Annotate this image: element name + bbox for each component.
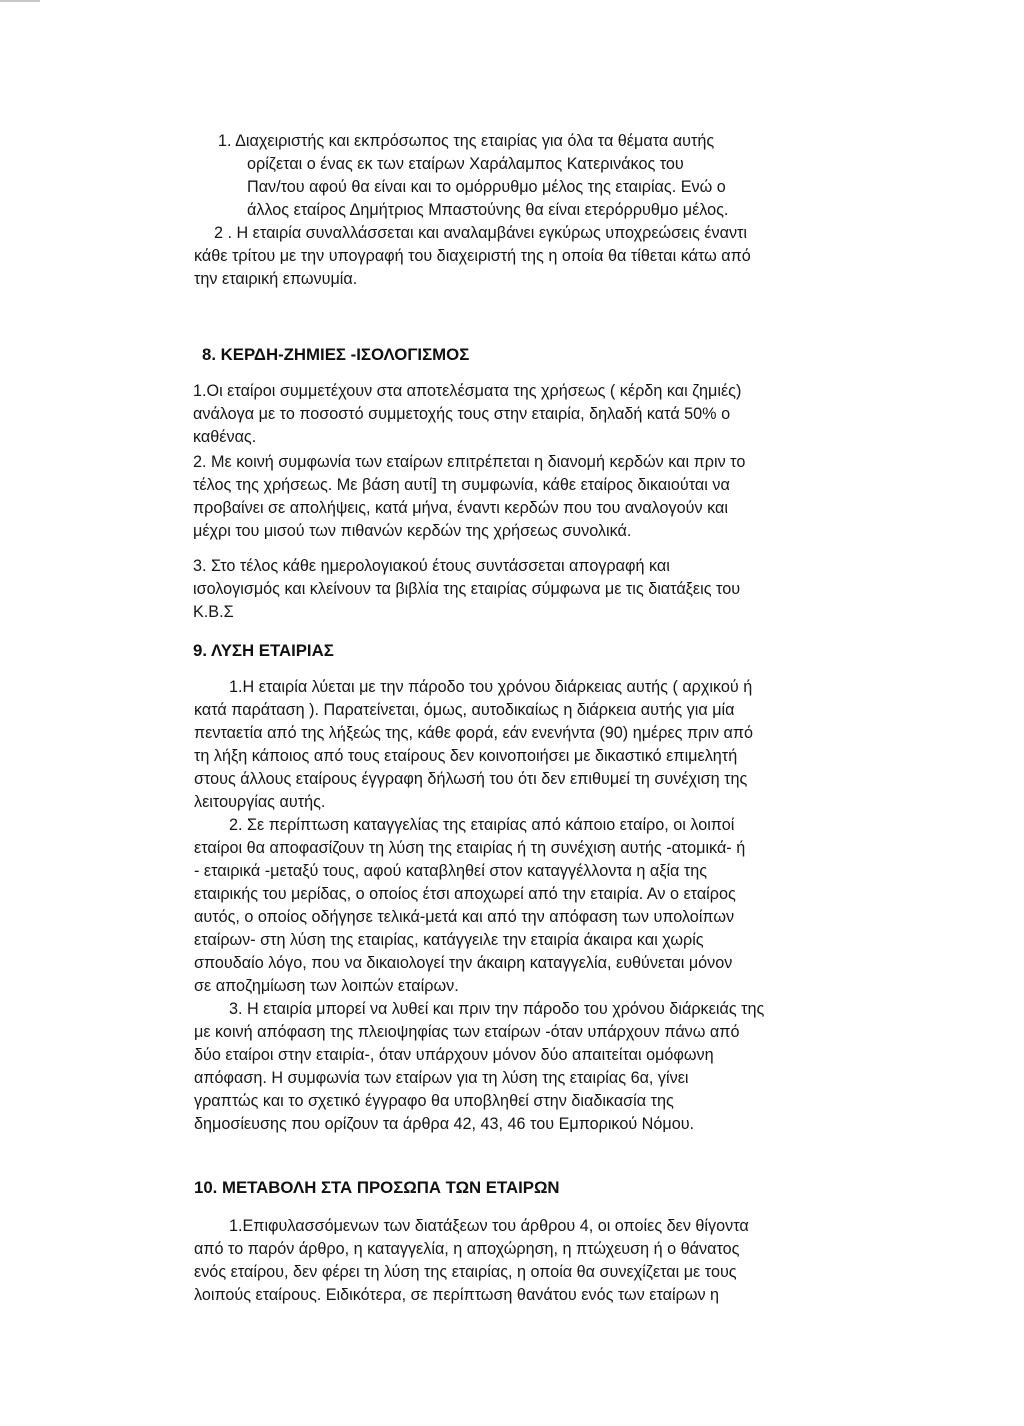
text-line: Κ.Β.Σ (193, 603, 234, 621)
text-line: 2. Σε περίπτωση καταγγελίας της εταιρίας από κάποιο εταίρο, οι λοιποί (229, 816, 735, 834)
text-line: 1.Οι εταίροι συμμετέχουν στα αποτελέσματα της χρήσεως ( κέρδη και ζημιές) (193, 382, 742, 400)
text-line: ορίζεται ο ένας εκ των εταίρων Χαράλαμπος Κατερινάκος του (247, 155, 684, 173)
text-line: δημοσίευσης που ορίζουν τα άρθρα 42, 43, 46 του Εμπορικού Νόμου. (194, 1115, 695, 1133)
text-line: 2. Με κοινή συμφωνία των εταίρων επιτρέπεται η διανομή κερδών και πριν το (193, 453, 746, 471)
text-line: απόφαση. Η συμφωνία των εταίρων για τη λύση της εταιρίας 6α, γίνει (194, 1069, 689, 1087)
text-line: δύο εταίροι στην εταιρία-, όταν υπάρχουν μόνον δύο απαιτείται ομόφωνη (194, 1046, 714, 1064)
text-line: - εταιρικά -μεταξύ τους, αφού καταβληθεί στον καταγγέλλοντα η αξία της (194, 862, 708, 880)
text-line: τέλος της χρήσεως. Με βάση αυτί] τη συμφωνία, κάθε εταίρος δικαιούται να (193, 476, 730, 494)
text-line: στους άλλους εταίρους έγγραφη δήλωσή του ότι δεν επιθυμεί τη συνέχιση της (194, 770, 748, 788)
text-line: αυτός, ο οποίος οδήγησε τελικά-μετά και από την απόφαση των υπολοίπων (194, 908, 735, 926)
text-line: κάθε τρίτου με την υπογραφή του διαχειριστή της η οποία θα τίθεται κάτω από (194, 247, 751, 265)
text-line: εταιρικής του μερίδας, ο οποίος έτσι αποχωρεί από την εταιρία. Αν ο εταίρος (194, 885, 736, 903)
section-heading-10: 10. ΜΕΤΑΒΟΛΗ ΣΤΑ ΠΡΟΣΩΠΑ ΤΩΝ ΕΤΑΙΡΩΝ (194, 1178, 560, 1197)
text-line: 1. Διαχειριστής και εκπρόσωπος της εταιρίας για όλα τα θέματα αυτής (218, 132, 715, 150)
text-line: προβαίνει σε απολήψεις, κατά μήνα, έναντι κερδών που του αναλογούν και (193, 499, 728, 517)
text-line: Παν/του αφού θα είναι και το ομόρρυθμο μέλος της εταιρίας. Ενώ ο (247, 178, 726, 196)
text-line: εταίροι θα αποφασίζουν τη λύση της εταιρίας ή τη συνέχιση αυτής -ατομικά- ή (194, 839, 746, 857)
section-heading-8: 8. ΚΕΡΔΗ-ΖΗΜΙΕΣ -ΙΣΟΛΟΓΙΣΜΟΣ (202, 345, 470, 364)
scan-edge-mark (0, 0, 40, 2)
text-line: 3. Η εταιρία μπορεί να λυθεί και πριν την πάροδο του χρόνου διάρκειάς της (229, 1000, 765, 1018)
text-line: καθένας. (193, 428, 257, 446)
text-line: λοιπούς εταίρους. Ειδικότερα, σε περίπτωση θανάτου ενός των εταίρων η (194, 1286, 720, 1304)
text-line: εταίρων- στη λύση της εταιρίας, κατάγγειλε την εταιρία άκαιρα και χωρίς (194, 931, 704, 949)
text-line: από το παρόν άρθρο, η καταγγελία, η αποχώρηση, η πτώχευση ή ο θάνατος (194, 1240, 740, 1258)
text-line: 1.Η εταιρία λύεται με την πάροδο του χρόνου διάρκειας αυτής ( αρχικού ή (229, 678, 753, 696)
text-line: ενός εταίρου, δεν φέρει τη λύση της εταιρίας, η οποία θα συνεχίζεται με τους (194, 1263, 737, 1281)
text-line: 2 . Η εταιρία συναλλάσσεται και αναλαμβάνει εγκύρως υποχρεώσεις έναντι (214, 224, 748, 242)
text-line: σπουδαίο λόγο, που να δικαιολογεί την άκαιρη καταγγελία, ευθύνεται μόνον (194, 954, 733, 972)
text-line: κατά παράταση ). Παρατείνεται, όμως, αυτοδικαίως η διάρκεια αυτής για μία (194, 701, 735, 719)
text-line: με κοινή απόφαση της πλειοψηφίας των εταίρων -όταν υπάρχουν πάνω από (194, 1023, 740, 1041)
text-line: άλλος εταίρος Δημήτριος Μπαστούνης θα είναι ετερόρρυθμο μέλος. (247, 201, 729, 219)
text-line: σε αποζημίωση των λοιπών εταίρων. (194, 977, 459, 995)
text-line: ισολογισμός και κλείνουν τα βιβλία της εταιρίας σύμφωνα με τις διατάξεις του (193, 580, 741, 598)
text-line: ανάλογα με το ποσοστό συμμετοχής τους στην εταιρία, δηλαδή κατά 50% ο (193, 405, 731, 423)
text-line: τη λήξη κάποιος από τους εταίρους δεν κοινοποιήσει με δικαστικό επιμελητή (194, 747, 738, 765)
text-line: 1.Επιφυλασσόμενων των διατάξεων του άρθρου 4, οι οποίες δεν θίγοντα (229, 1217, 749, 1235)
text-line: 3. Στο τέλος κάθε ημερολογιακού έτους συντάσσεται απογραφή και (193, 557, 670, 575)
text-line: πενταετία από της λήξεώς της, κάθε φορά, εάν ενενήντα (90) ημέρες πριν από (194, 724, 754, 742)
text-line: την εταιρική επωνυμία. (194, 270, 358, 288)
text-line: λειτουργίας αυτής. (194, 793, 326, 811)
text-line: γραπτώς και το σχετικό έγγραφο θα υποβληθεί στην διαδικασία της (194, 1092, 674, 1110)
text-line: μέχρι του μισού των πιθανών κερδών της χρήσεως συνολικά. (193, 522, 632, 540)
section-heading-9: 9. ΛΥΣΗ ΕΤΑΙΡΙΑΣ (193, 641, 334, 660)
